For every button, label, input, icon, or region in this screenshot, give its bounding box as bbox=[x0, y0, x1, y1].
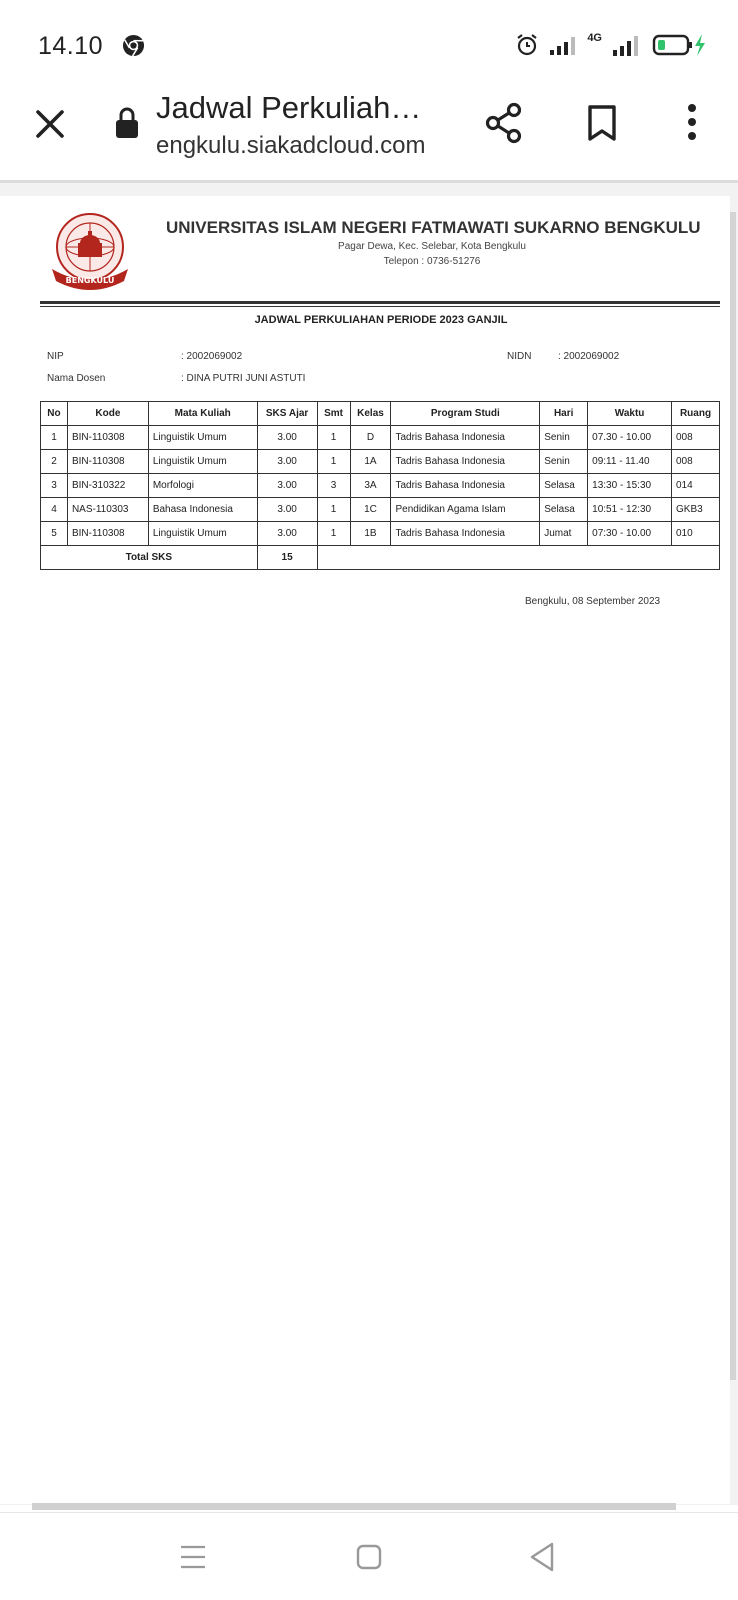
table-row bbox=[41, 426, 720, 450]
cell-kode: BIN-110308 bbox=[67, 450, 148, 474]
cell-sks: 3.00 bbox=[257, 522, 317, 546]
header-rule bbox=[40, 301, 720, 304]
total-row-filler bbox=[317, 546, 719, 570]
cell-mata-kuliah: Linguistik Umum bbox=[148, 522, 257, 546]
nip-value: : 2002069002 bbox=[181, 351, 243, 362]
cell-ruang: 014 bbox=[672, 474, 720, 498]
header-cell: Hari bbox=[540, 402, 588, 426]
cell-no: 2 bbox=[41, 450, 68, 474]
alarm-icon bbox=[515, 33, 539, 57]
cell-kode: NAS-110303 bbox=[67, 498, 148, 522]
cell-hari: Jumat bbox=[540, 522, 588, 546]
cell-program-studi: Tadris Bahasa Indonesia bbox=[391, 426, 540, 450]
cell-mata-kuliah: Linguistik Umum bbox=[148, 426, 257, 450]
network-type-label: 4G bbox=[587, 32, 602, 44]
page-title[interactable]: Jadwal Perkuliah… bbox=[156, 90, 422, 125]
cell-waktu: 10:51 - 12:30 bbox=[588, 498, 672, 522]
table-row bbox=[41, 498, 720, 522]
cell-smt: 1 bbox=[317, 426, 350, 450]
nama-dosen-value: : DINA PUTRI JUNI ASTUTI bbox=[181, 373, 306, 384]
table-header-row bbox=[41, 402, 720, 426]
status-icons bbox=[515, 32, 708, 58]
nidn-label: NIDN bbox=[507, 351, 532, 362]
cell-smt: 3 bbox=[317, 474, 350, 498]
total-row bbox=[41, 546, 720, 570]
cell-sks: 3.00 bbox=[257, 426, 317, 450]
cell-kelas: D bbox=[350, 426, 391, 450]
cell-ruang: 010 bbox=[672, 522, 720, 546]
page-url[interactable]: engkulu.siakadcloud.com bbox=[156, 132, 426, 159]
cell-program-studi: Tadris Bahasa Indonesia bbox=[391, 522, 540, 546]
menu-icon[interactable] bbox=[178, 1543, 208, 1571]
cell-mata-kuliah: Morfologi bbox=[148, 474, 257, 498]
total-sks-value: 15 bbox=[257, 546, 317, 570]
more-vert-icon[interactable] bbox=[678, 102, 706, 144]
pdf-document bbox=[0, 196, 730, 1504]
cell-mata-kuliah: Linguistik Umum bbox=[148, 450, 257, 474]
cell-no: 4 bbox=[41, 498, 68, 522]
header-cell: Kelas bbox=[350, 402, 391, 426]
header-cell: No bbox=[41, 402, 68, 426]
table-row bbox=[41, 522, 720, 546]
header-cell: Program Studi bbox=[391, 402, 540, 426]
cell-program-studi: Pendidikan Agama Islam bbox=[391, 498, 540, 522]
cell-program-studi: Tadris Bahasa Indonesia bbox=[391, 474, 540, 498]
status-bar bbox=[0, 0, 738, 86]
horizontal-scrollbar[interactable] bbox=[32, 1503, 676, 1510]
signature-date: Bengkulu, 08 September 2023 bbox=[525, 596, 661, 607]
lock-icon[interactable] bbox=[114, 106, 140, 140]
header-cell: Ruang bbox=[672, 402, 720, 426]
cell-sks: 3.00 bbox=[257, 498, 317, 522]
cell-kode: BIN-110308 bbox=[67, 522, 148, 546]
header-cell: Waktu bbox=[588, 402, 672, 426]
chrome-icon bbox=[122, 34, 145, 57]
cell-no: 1 bbox=[41, 426, 68, 450]
schedule-table bbox=[40, 401, 720, 570]
schedule-title: JADWAL PERKULIAHAN PERIODE 2023 GANJIL bbox=[254, 314, 508, 326]
university-name: UNIVERSITAS ISLAM NEGERI FATMAWATI SUKARNO BENGKULU bbox=[166, 218, 701, 237]
cell-kelas: 1B bbox=[350, 522, 391, 546]
header-cell: SKS Ajar bbox=[257, 402, 317, 426]
header-rule-thin bbox=[40, 306, 720, 307]
close-icon[interactable] bbox=[30, 104, 70, 144]
cell-ruang: 008 bbox=[672, 450, 720, 474]
header-cell: Smt bbox=[317, 402, 350, 426]
cell-kode: BIN-310322 bbox=[67, 474, 148, 498]
share-icon[interactable] bbox=[484, 102, 524, 144]
signal-icon bbox=[549, 35, 577, 55]
cell-no: 5 bbox=[41, 522, 68, 546]
cell-ruang: 008 bbox=[672, 426, 720, 450]
bookmark-icon[interactable] bbox=[586, 104, 618, 142]
home-icon[interactable] bbox=[355, 1543, 383, 1571]
table-row bbox=[41, 474, 720, 498]
cell-kelas: 1A bbox=[350, 450, 391, 474]
total-sks-label: Total SKS bbox=[41, 546, 258, 570]
cell-no: 3 bbox=[41, 474, 68, 498]
cell-kelas: 3A bbox=[350, 474, 391, 498]
cell-program-studi: Tadris Bahasa Indonesia bbox=[391, 450, 540, 474]
cell-hari: Senin bbox=[540, 426, 588, 450]
cell-sks: 3.00 bbox=[257, 450, 317, 474]
cell-waktu: 13:30 - 15:30 bbox=[588, 474, 672, 498]
status-time: 14.10 bbox=[38, 32, 104, 60]
back-icon[interactable] bbox=[528, 1541, 556, 1573]
battery-charging-icon bbox=[652, 33, 708, 57]
cell-kelas: 1C bbox=[350, 498, 391, 522]
cell-smt: 1 bbox=[317, 450, 350, 474]
cell-hari: Selasa bbox=[540, 498, 588, 522]
cell-sks: 3.00 bbox=[257, 474, 317, 498]
header-cell: Mata Kuliah bbox=[148, 402, 257, 426]
header-cell: Kode bbox=[67, 402, 148, 426]
signal-4g-icon bbox=[612, 33, 642, 57]
nidn-value: : 2002069002 bbox=[558, 351, 620, 362]
university-phone: Telepon : 0736-51276 bbox=[383, 256, 481, 267]
logo-text: BENGKULU bbox=[65, 276, 115, 285]
cell-waktu: 09:11 - 11.40 bbox=[588, 450, 672, 474]
cell-smt: 1 bbox=[317, 498, 350, 522]
cell-mata-kuliah: Bahasa Indonesia bbox=[148, 498, 257, 522]
nip-label: NIP bbox=[47, 351, 64, 362]
university-logo-icon bbox=[44, 211, 136, 293]
cell-hari: Selasa bbox=[540, 474, 588, 498]
cell-ruang: GKB3 bbox=[672, 498, 720, 522]
system-nav-bar bbox=[0, 1512, 738, 1600]
browser-toolbar bbox=[0, 86, 738, 180]
cell-waktu: 07:30 - 10.00 bbox=[588, 522, 672, 546]
university-address: Pagar Dewa, Kec. Selebar, Kota Bengkulu bbox=[338, 241, 526, 252]
table-row bbox=[41, 450, 720, 474]
cell-kode: BIN-110308 bbox=[67, 426, 148, 450]
vertical-scrollbar[interactable] bbox=[730, 212, 736, 1380]
cell-smt: 1 bbox=[317, 522, 350, 546]
cell-hari: Senin bbox=[540, 450, 588, 474]
cell-waktu: 07.30 - 10.00 bbox=[588, 426, 672, 450]
nama-dosen-label: Nama Dosen bbox=[47, 373, 106, 384]
